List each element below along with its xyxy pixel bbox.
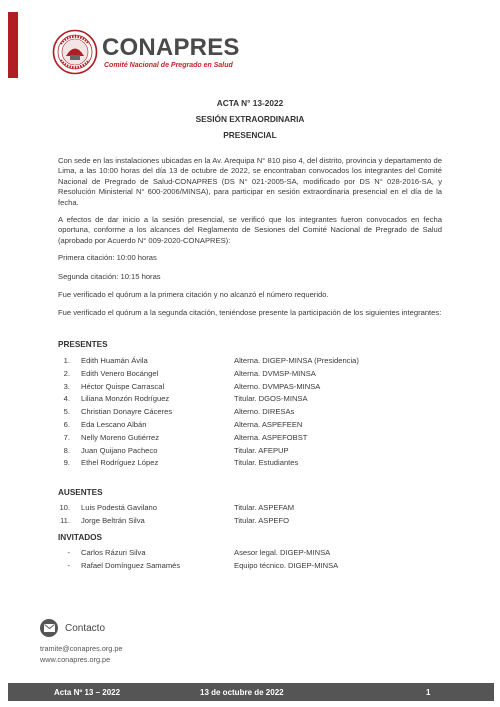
- attendee-row: [58, 369, 442, 382]
- mail-icon: [40, 619, 58, 637]
- contact-email[interactable]: tramite@conapres.org.pe: [40, 644, 123, 653]
- header: [52, 27, 240, 77]
- guest-role: Equipo técnico. DIGEP-MINSA: [234, 560, 339, 570]
- presentes-list: [58, 356, 442, 471]
- attendee-name: Ethel Rodríguez López: [81, 458, 159, 468]
- quorum-first: Fue verificado el quórum a la primera citación y no alcanzó el número requerido.: [58, 290, 329, 300]
- row-number: 8.: [63, 445, 70, 455]
- absentee-name: Luis Podestá Gavilano: [81, 503, 157, 512]
- attendee-row: [58, 356, 442, 369]
- row-number: 10.: [59, 503, 70, 512]
- absentee-row: [58, 503, 442, 516]
- attendee-role: Alterno. DVMPAS-MINSA: [234, 381, 321, 391]
- brand-name: CONAPRES: [102, 33, 240, 61]
- paragraph-venue: Con sede en las instalaciones ubicadas en la Av. Arequipa N° 810 piso 4, del distrito, provincia y departamento de Lima, a las 10:00 horas del día 13 de octubre de 2022, se encontraban convocados los integrantes del Comité Nacional de Pregrado de Salud-CONAPRES (DS N° 021-2005-SA, modificado por DS N° 028-2016-SA, y Resolución Ministerial N° 600-2006/MINSA), para participar en sesión extraordinaria presencial en el día de la fecha.: [58, 156, 442, 207]
- document-titles: [0, 95, 500, 143]
- absentee-role: Titular. ASPEFO: [234, 515, 290, 525]
- attendee-row: [58, 382, 442, 395]
- attendee-name: Eda Lescano Albán: [81, 419, 147, 429]
- row-number: 11.: [60, 515, 70, 525]
- attendee-name: Juan Quijano Pacheco: [81, 445, 158, 455]
- attendee-name: Christian Donayre Cáceres: [81, 407, 173, 417]
- attendee-name: Liliana Monzón Rodríguez: [81, 394, 170, 404]
- guest-name: Carlos Rázuri Silva: [81, 548, 146, 557]
- footer-date: 13 de octubre de 2022: [200, 688, 284, 697]
- document-body: [58, 156, 442, 326]
- attendee-role: Alterno. DIRESAs: [234, 407, 295, 417]
- absentee-name: Jorge Beltrán Silva: [81, 515, 145, 525]
- second-call: Segunda citación: 10:15 horas: [58, 271, 161, 281]
- attendee-name: Nelly Moreno Gutiérrez: [81, 432, 160, 442]
- row-dash: -: [67, 560, 70, 570]
- conapres-seal-logo: [52, 29, 98, 75]
- attendee-row: [58, 407, 442, 420]
- guest-role: Asesor legal. DIGEP-MINSA: [234, 548, 331, 557]
- invitados-heading: INVITADOS: [58, 533, 102, 542]
- contact-title: Contacto: [65, 622, 106, 634]
- ausentes-list: [58, 503, 442, 529]
- attendee-role: Alterna. ASPEFEEN: [234, 419, 303, 429]
- mode-title: PRESENCIAL: [223, 130, 277, 140]
- footer-act: Acta Nº 13 – 2022: [54, 688, 121, 697]
- page-number: 1: [426, 688, 431, 697]
- guest-row: [58, 548, 442, 561]
- attendee-row: [58, 433, 442, 446]
- attendee-row: [58, 394, 442, 407]
- attendee-role: Alterna. ASPEFOBST: [234, 432, 308, 442]
- attendee-role: Alterna. DVMSP-MINSA: [234, 368, 316, 378]
- contact-block: [40, 619, 122, 665]
- brand-subtitle: Comité Nacional de Pregrado en Salud: [104, 61, 233, 69]
- guest-name: Rafael Domínguez Samamés: [81, 560, 181, 570]
- ausentes-heading: AUSENTES: [58, 488, 103, 497]
- attendee-role: Alterna. DIGEP-MINSA (Presidencia): [234, 356, 359, 365]
- left-accent-bar: [8, 12, 18, 78]
- row-number: 9.: [63, 458, 70, 468]
- attendee-row: [58, 420, 442, 433]
- row-number: 4.: [63, 394, 70, 404]
- session-title: SESIÓN EXTRAORDINARIA: [195, 114, 305, 124]
- row-number: 3.: [63, 381, 70, 391]
- attendee-role: Titular. Estudiantes: [234, 458, 299, 468]
- first-call: Primera citación: 10:00 horas: [58, 253, 157, 263]
- paragraph-convocation: A efectos de dar inicio a la sesión presencial, se verificó que los integrantes fueron convocados en fecha oportuna, conforme a los alcances del Reglamento de Sesiones del Comité Nacional de Pregrado de Salud (aprobado por Acuerdo N° 009-2020-CONAPRES):: [58, 215, 442, 245]
- row-number: 1.: [63, 356, 70, 365]
- attendee-name: Edith Huamán Ávila: [81, 356, 148, 365]
- quorum-second: Fue verificado el quórum a la segunda citación, teniéndose presente la participación de los siguientes integrantes:: [58, 308, 442, 318]
- absentee-row: [58, 516, 442, 529]
- row-number: 2.: [63, 368, 70, 378]
- attendee-role: Titular. AFEPUP: [234, 445, 289, 455]
- act-title: ACTA N° 13-2022: [216, 98, 284, 108]
- attendee-row: [58, 458, 442, 471]
- contact-website[interactable]: www.conapres.org.pe: [40, 654, 111, 664]
- attendee-row: [58, 446, 442, 459]
- footer-bar: [8, 683, 494, 701]
- invitados-list: [58, 548, 442, 574]
- row-number: 7.: [63, 432, 70, 442]
- row-number: 5.: [63, 407, 70, 417]
- row-dash: -: [67, 548, 70, 557]
- row-number: 6.: [63, 419, 70, 429]
- guest-row: [58, 561, 442, 574]
- absentee-role: Titular. ASPEFAM: [234, 503, 295, 512]
- presentes-heading: PRESENTES: [58, 340, 108, 349]
- attendee-name: Héctor Quispe Carrascal: [81, 381, 165, 391]
- attendee-name: Edith Venero Bocángel: [81, 368, 159, 378]
- attendee-role: Titular. DGOS-MINSA: [234, 394, 308, 404]
